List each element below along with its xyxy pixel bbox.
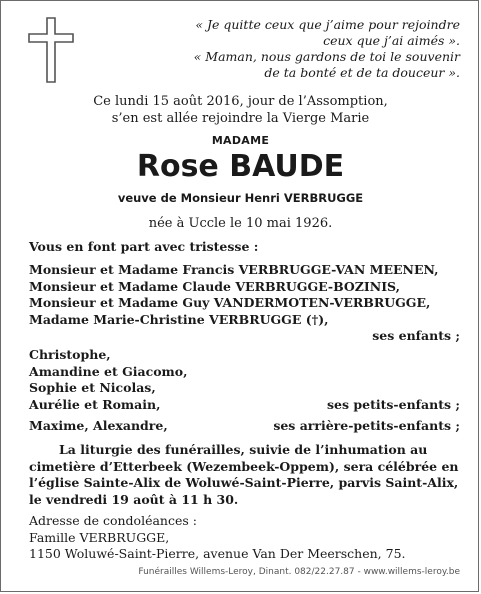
grandchildren-section: [29, 347, 460, 413]
funeral-home-footer: Funérailles Willems-Leroy, Dinant. 082/22.27.87 - www.willems-leroy.be: [138, 567, 460, 577]
quote-line: « Je quitte ceux que j’aime pour rejoindre: [195, 17, 460, 32]
announce-line: Vous en font part avec tristesse :: [29, 239, 259, 254]
children-section: [29, 262, 460, 345]
great-grandchildren-role: ses arrière-petits-enfants ;: [273, 418, 460, 433]
liturgy-line: le vendredi 19 août à 11 h 30.: [29, 491, 239, 507]
liturgy-line: La liturgie des funérailles, suivie de l’inhumation au: [59, 442, 428, 457]
family-line: Monsieur et Madame Guy VANDERMOTEN-VERBRUGGE,: [29, 295, 431, 310]
condolence-address: [29, 513, 460, 563]
quote-line: « Maman, nous gardons de toi le souvenir: [193, 49, 460, 64]
family-line: Aurélie et Romain,: [29, 396, 161, 412]
family-line: Christophe,: [29, 347, 111, 362]
intro: [1, 94, 480, 127]
deceased-name: Rose BAUDE: [136, 149, 345, 184]
deceased-title: MADAME: [211, 134, 270, 147]
quote: [120, 17, 460, 81]
family-line: Monsieur et Madame Claude VERBRUGGE-BOZINIS,: [29, 278, 400, 294]
family-line: Amandine et Giacomo,: [29, 363, 188, 379]
intro-line: Ce lundi 15 août 2016, jour de l’Assomption,: [93, 94, 388, 109]
address-line: 1150 Woluwé-Saint-Pierre, avenue Van Der Meerschen, 75.: [29, 546, 406, 561]
family-line: Monsieur et Madame Francis VERBRUGGE-VAN MEENEN,: [29, 262, 439, 277]
grandchildren-role: ses petits-enfants ;: [327, 396, 460, 412]
quote-line: ceux que j’ai aimés ».: [323, 33, 460, 48]
great-grandchildren-section: [29, 418, 460, 435]
intro-line: s’en est allée rejoindre la Vierge Marie: [111, 110, 370, 126]
family-line: Maxime, Alexandre,: [29, 418, 168, 433]
liturgy-line: l’église Sainte-Alix de Woluwé-Saint-Pierre, parvis Saint-Alix,: [29, 475, 459, 490]
family-line: Sophie et Nicolas,: [29, 380, 156, 395]
address-line: Adresse de condoléances :: [29, 513, 197, 528]
liturgy-line: cimetière d’Etterbeek (Wezembeek-Oppem), sera célébrée en: [29, 458, 459, 474]
family-line: Madame Marie-Christine VERBRUGGE (†),: [29, 311, 329, 327]
widow-line: veuve de Monsieur Henri VERBRUGGE: [117, 191, 364, 205]
birth-line: née à Uccle le 10 mai 1926.: [148, 216, 333, 231]
cross-icon: [28, 17, 74, 83]
quote-line: de ta bonté et de ta douceur ».: [264, 65, 460, 80]
children-role: ses enfants ;: [372, 328, 460, 343]
address-line: Famille VERBRUGGE,: [29, 529, 170, 545]
liturgy-section: [29, 442, 460, 508]
